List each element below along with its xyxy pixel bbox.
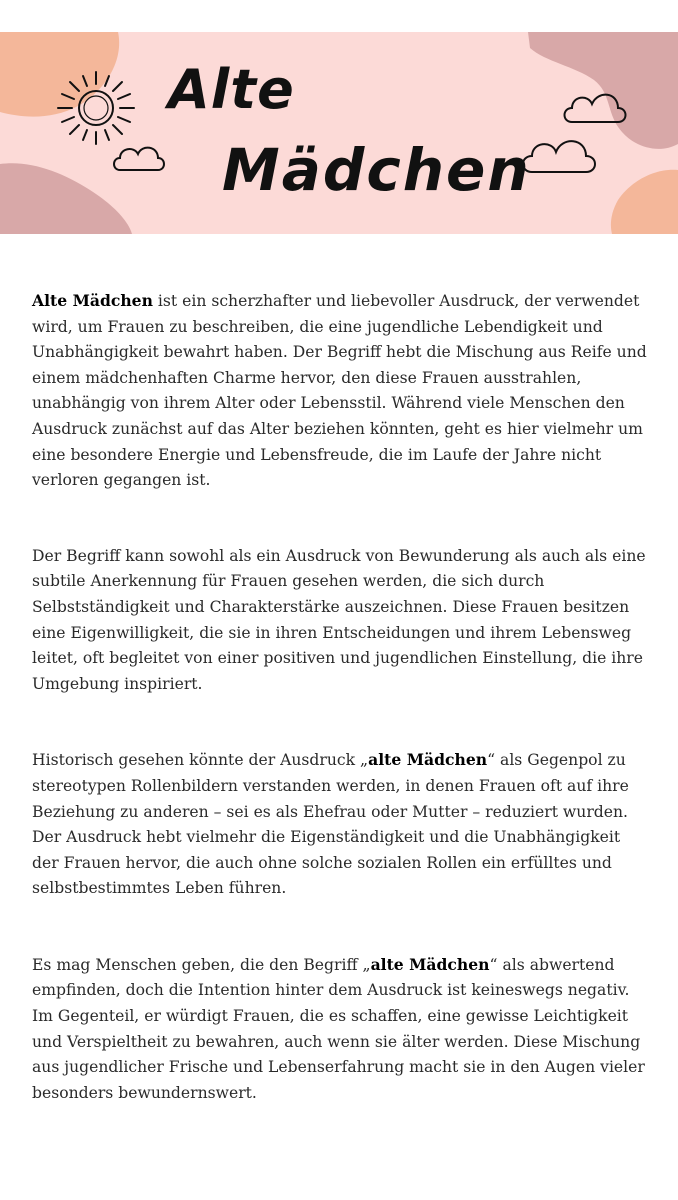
paragraph-text: “ als abwertend empfinden, doch die Intention hinter dem Ausdruck ist keineswegs negativ. Im Gegenteil, er würdigt Frauen, die es schaffen, eine gewisse Leichtigkeit und Verspieltheit zu bewahren, auch wenn sie älter werden. Diese Mischung aus jugendlicher Frische und Lebenserfahrung macht sie in den Augen vieler besonders bewundernswert. (32, 955, 645, 1102)
lead-term: Alte Mädchen (32, 291, 153, 310)
paragraph-text: Der Begriff kann sowohl als ein Ausdruck von Bewunderung als auch als eine subtile Anerkennung für Frauen gesehen werden, die sich durch Selbstständigkeit und Charakterstärke auszeichnen. Diese Frauen besitzen eine Eigenwilligkeit, die sie in ihren Entscheidungen und ihrem Lebensweg leitet, oft begleitet von einer positiven und jugendlichen Einstellung, die ihre Umgebung inspiriert. (32, 546, 646, 693)
title-line-1: Alte (168, 58, 295, 121)
paragraph-3 (32, 747, 650, 902)
paragraph-4 (32, 952, 650, 1107)
header-banner (0, 32, 678, 234)
highlighted-term: alte Mädchen (368, 750, 488, 770)
paragraph-text: Historisch gesehen könnte der Ausdruck „ (32, 751, 369, 770)
paragraph-text: “ als Gegenpol zu stereotypen Rollenbildern verstanden werden, in denen Frauen oft auf ihre Beziehung zu anderen – sei es als Ehefrau oder Mutter – reduziert wurden. Der Ausdruck hebt vielmehr die Eigenständigkeit und die Unabhängigkeit der Frauen hervor, die auch ohne solche sozialen Rollen ein erfülltes und selbstbestimmtes Leben führen. (32, 751, 629, 898)
title-line-2: Mädchen (222, 136, 531, 204)
paragraph-text: Es mag Menschen geben, die den Begriff „ (32, 955, 371, 974)
banner-title (0, 32, 678, 234)
paragraph-text: ist ein scherzhafter und liebevoller Ausdruck, der verwendet wird, um Frauen zu beschreiben, die eine jugendliche Lebendigkeit und Unabhängigkeit bewahrt haben. Der Begriff hebt die Mischung aus Reife und einem mädchenhaften Charme hervor, den diese Frauen ausstrahlen, unabhängig von ihrem Alter oder Lebensstil. Während viele Menschen den Ausdruck zunächst auf das Alter beziehen könnten, geht es hier vielmehr um eine besondere Energie und Lebensfreude, die im Laufe der Jahre nicht verloren gegangen ist. (32, 292, 647, 490)
highlighted-term: alte Mädchen (370, 954, 490, 974)
paragraph-1 (32, 288, 650, 494)
article-body (32, 288, 650, 1156)
paragraph-2 (32, 544, 650, 698)
